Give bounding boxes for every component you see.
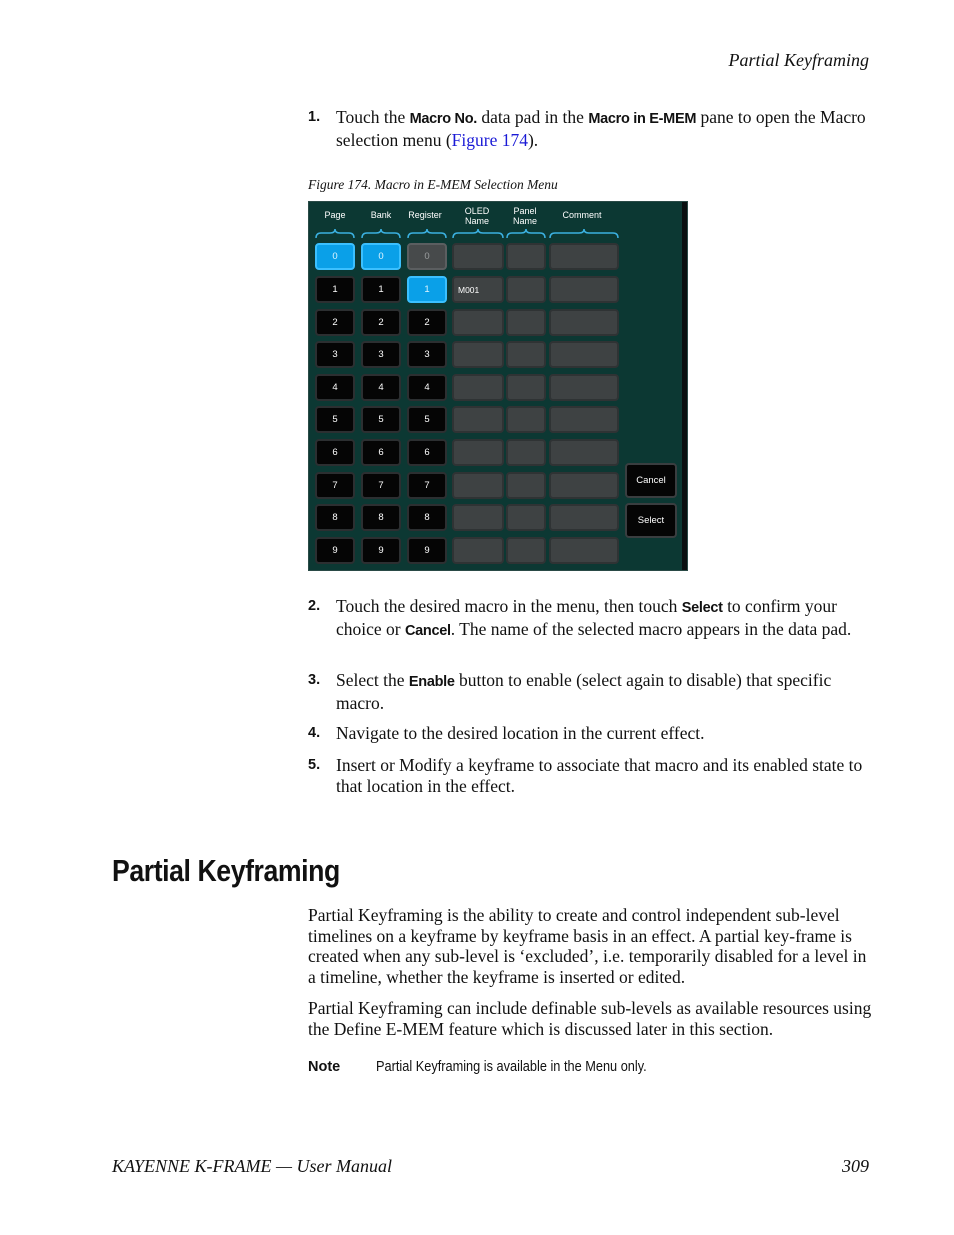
oled-name-pad[interactable] (452, 374, 504, 401)
oled-name-pad[interactable] (452, 406, 504, 433)
step-text: ). (527, 129, 539, 150)
step-4 (308, 723, 873, 744)
step-number: 2. (308, 598, 321, 614)
paragraph-1: Partial Keyframing is the ability to create and control independent sub-level timelines on a keyframe by keyframe basis in an effect. A partial key-frame is created when any sub-level is ‘excluded’, i.e. temporarily disabled for a level in a timeline, whether the keyframe is inserted or edited. (308, 905, 867, 987)
bank-button-3[interactable]: 3 (361, 341, 401, 368)
keyword-macro-no: Macro No. (409, 111, 478, 127)
keyword-macro-in-emem: Macro in E-MEM (588, 111, 697, 127)
keyword-enable: Enable (408, 674, 455, 690)
register-button-8[interactable]: 8 (407, 504, 447, 531)
oled-name-pad[interactable] (452, 309, 504, 336)
panel-name-pad[interactable] (506, 406, 546, 433)
comment-pad[interactable] (549, 309, 619, 336)
comment-pad[interactable] (549, 537, 619, 564)
step-text: to confirm your choice or (336, 596, 837, 639)
step-text: . The name of the selected macro appears in the data pad. (450, 618, 852, 639)
panel-name-pad[interactable] (506, 276, 546, 303)
note-label: Note (308, 1059, 341, 1075)
cancel-button[interactable]: Cancel (625, 463, 677, 498)
step-text: Touch the desired macro in the menu, then touch (336, 596, 682, 616)
bank-button-6[interactable]: 6 (361, 439, 401, 466)
column-header-register: Register (408, 210, 442, 220)
oled-name-pad-m001[interactable] (452, 276, 504, 303)
column-header-bank: Bank (370, 210, 392, 220)
page-button-4[interactable]: 4 (315, 374, 355, 401)
step-number: 3. (308, 672, 321, 688)
step-text: data pad in the (477, 107, 589, 127)
register-button-5[interactable]: 5 (407, 406, 447, 433)
oled-line-2: Name (464, 216, 489, 226)
brace-register (407, 229, 447, 239)
page-button-6[interactable]: 6 (315, 439, 355, 466)
paragraph-2: Partial Keyframing can include definable sub-levels as available resources using the Define E-MEM feature which is discussed later in this section. (308, 998, 872, 1039)
oled-name-pad[interactable] (452, 504, 504, 531)
panel-name-pad[interactable] (506, 374, 546, 401)
brace-bank (361, 229, 401, 239)
running-head: Partial Keyframing (728, 50, 869, 70)
figure-link[interactable]: Figure 174 (451, 129, 528, 150)
bank-button-4[interactable]: 4 (361, 374, 401, 401)
comment-pad[interactable] (549, 374, 619, 401)
register-button-9[interactable]: 9 (407, 537, 447, 564)
oled-name-pad[interactable] (452, 243, 504, 270)
section-heading: Partial Keyframing (112, 853, 340, 888)
page-number: 309 (842, 1156, 869, 1176)
select-button[interactable]: Select (625, 503, 677, 538)
step-2 (308, 596, 873, 641)
register-button-3[interactable]: 3 (407, 341, 447, 368)
bank-button-2[interactable]: 2 (361, 309, 401, 336)
page-button-1[interactable]: 1 (315, 276, 355, 303)
bank-button-7[interactable]: 7 (361, 472, 401, 499)
panel-name-pad[interactable] (506, 472, 546, 499)
oled-name-pad[interactable] (452, 341, 504, 368)
bank-button-1[interactable]: 1 (361, 276, 401, 303)
bank-button-9[interactable]: 9 (361, 537, 401, 564)
step-text: Insert or Modify a keyframe to associate that macro and its enabled state to that location in the effect. (336, 755, 863, 796)
comment-pad[interactable] (549, 341, 619, 368)
column-header-page: Page (324, 210, 346, 220)
page-button-7[interactable]: 7 (315, 472, 355, 499)
macro-selection-menu (308, 201, 688, 571)
comment-pad[interactable] (549, 504, 619, 531)
panel-name-pad[interactable] (506, 504, 546, 531)
page-button-8[interactable]: 8 (315, 504, 355, 531)
step-number: 1. (308, 109, 321, 125)
step-number: 4. (308, 725, 321, 741)
brace-page (315, 229, 355, 239)
bank-button-8[interactable]: 8 (361, 504, 401, 531)
brace-panel (506, 229, 546, 239)
panel-name-pad[interactable] (506, 243, 546, 270)
footer-title: KAYENNE K-FRAME — User Manual (112, 1156, 392, 1176)
keyword-cancel: Cancel (405, 622, 451, 639)
panel-name-pad[interactable] (506, 439, 546, 466)
column-header-comment: Comment (562, 210, 602, 220)
step-text: Touch the (336, 107, 410, 127)
register-button-7[interactable]: 7 (407, 472, 447, 499)
register-button-6[interactable]: 6 (407, 439, 447, 466)
oled-name-pad[interactable] (452, 472, 504, 499)
register-button-0[interactable]: 0 (407, 243, 447, 270)
page-button-9[interactable]: 9 (315, 537, 355, 564)
page-button-3[interactable]: 3 (315, 341, 355, 368)
note-text: Partial Keyframing is available in the Menu only. (376, 1059, 647, 1075)
brace-oled (452, 229, 504, 239)
step-text: pane to open the Macro selection menu ( (336, 107, 866, 150)
step-number: 5. (308, 757, 321, 773)
step-1 (308, 107, 873, 150)
figure-caption: Figure 174. Macro in E-MEM Selection Menu (308, 177, 558, 192)
comment-pad[interactable] (549, 406, 619, 433)
comment-pad[interactable] (549, 243, 619, 270)
brace-comment (549, 229, 619, 239)
oled-line-1: OLED (464, 206, 490, 216)
keyword-select: Select (681, 600, 723, 616)
step-text: button to enable (select again to disable) that specific macro. (336, 670, 832, 713)
comment-pad[interactable] (549, 439, 619, 466)
comment-pad[interactable] (549, 276, 619, 303)
oled-name-pad[interactable] (452, 439, 504, 466)
page-button-2[interactable]: 2 (315, 309, 355, 336)
register-button-2[interactable]: 2 (407, 309, 447, 336)
step-text: Navigate to the desired location in the current effect. (336, 723, 705, 743)
step-3 (308, 670, 873, 713)
comment-pad[interactable] (549, 472, 619, 499)
column-header-panel-name (505, 206, 545, 226)
oled-name-pad[interactable] (452, 537, 504, 564)
panel-name-pad[interactable] (506, 309, 546, 336)
panel-name-pad[interactable] (506, 341, 546, 368)
oled-name-value: M001 (458, 284, 480, 295)
step-5 (308, 755, 873, 796)
register-button-1[interactable]: 1 (407, 276, 447, 303)
register-button-4[interactable]: 4 (407, 374, 447, 401)
column-header-oled-name (451, 206, 503, 226)
bank-button-0[interactable]: 0 (361, 243, 401, 270)
page-button-0[interactable]: 0 (315, 243, 355, 270)
panel-line-2: Name (512, 216, 537, 226)
panel-name-pad[interactable] (506, 537, 546, 564)
step-text: Select the (336, 670, 409, 690)
panel-edge (682, 202, 687, 570)
panel-line-1: Panel (513, 206, 537, 216)
bank-button-5[interactable]: 5 (361, 406, 401, 433)
page-button-5[interactable]: 5 (315, 406, 355, 433)
